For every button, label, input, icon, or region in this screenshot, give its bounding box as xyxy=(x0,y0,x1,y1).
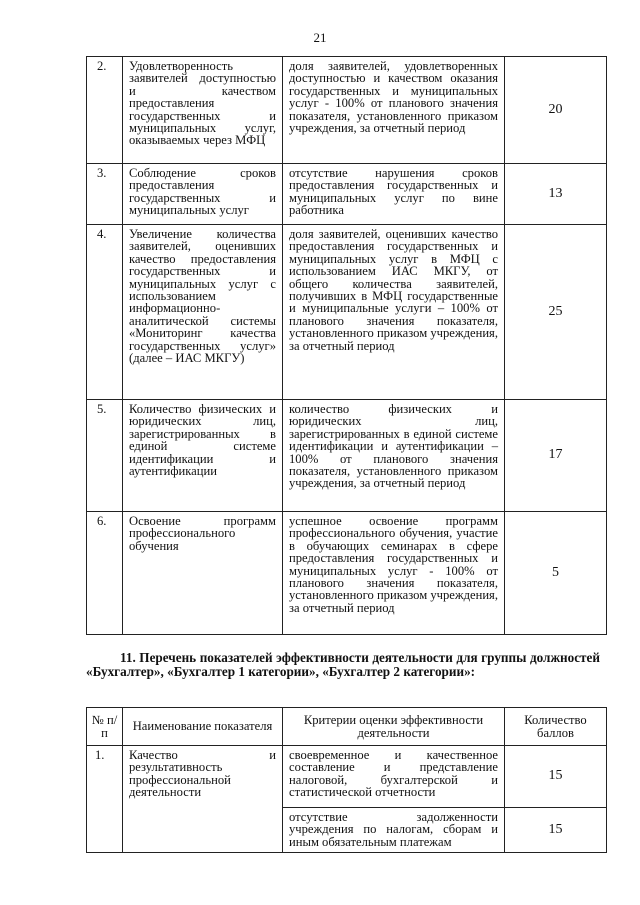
indicator-name: Освоение программ профессионального обучения xyxy=(123,512,283,635)
performance-indicators-table xyxy=(86,56,607,635)
accountant-indicators-table xyxy=(86,707,607,853)
row-number: 1. xyxy=(87,746,123,853)
table-row xyxy=(87,225,607,400)
indicator-points: 15 xyxy=(505,808,607,853)
indicator-points: 15 xyxy=(505,746,607,808)
row-number: 4. xyxy=(87,225,123,400)
row-number: 2. xyxy=(87,57,123,164)
row-number: 3. xyxy=(87,164,123,225)
page-number: 21 xyxy=(313,30,327,45)
indicator-points: 13 xyxy=(505,164,607,225)
indicator-criteria: отсутствие задолженности учреждения по налогам, сборам и иным обязательным платежам xyxy=(283,808,505,853)
indicator-name: Качество и результативность профессиональной деятельности xyxy=(123,746,283,853)
row-number: 6. xyxy=(87,512,123,635)
row-number: 5. xyxy=(87,400,123,512)
table-row xyxy=(87,512,607,635)
indicator-criteria: доля заявителей, оценивших качество предоставления государственных и муниципальных услуг в МФЦ с использованием ИАС МКГУ, от общего количества заявителей, получивших в МФЦ государственные и муниципальные услуги – 100% от планового значения показателя, установленного приказом учреждения, за отчетный период xyxy=(283,225,505,400)
indicator-criteria: успешное освоение программ профессионального обучения, участие в обучающих семинарах в сфере предоставления государственных и муниципальных услуг - 100% от планового значения показателя, установленного приказом учреждения, за отчетный период xyxy=(283,512,505,635)
table-header-row xyxy=(87,708,607,746)
indicator-name: Количество физических и юридических лиц, зарегистрированных в единой системе идентификации и аутентификации xyxy=(123,400,283,512)
table-row xyxy=(87,57,607,164)
header-name: Наименование показателя xyxy=(123,708,283,746)
header-criteria: Критерии оценки эффективности деятельности xyxy=(283,708,505,746)
header-points: Количество баллов xyxy=(505,708,607,746)
indicator-criteria: отсутствие нарушения сроков предоставления государственных и муниципальных услуг по вине работника xyxy=(283,164,505,225)
table-row xyxy=(87,164,607,225)
header-number: № п/п xyxy=(87,708,123,746)
indicator-name: Соблюдение сроков предоставления государственных и муниципальных услуг xyxy=(123,164,283,225)
table-row xyxy=(87,400,607,512)
indicator-criteria: количество физических и юридических лиц, зарегистрированных в единой системе идентификации и аутентификации – 100% от планового значения показателя, установленного приказом учреждения, за отчетный период xyxy=(283,400,505,512)
indicator-points: 5 xyxy=(505,512,607,635)
indicator-points: 25 xyxy=(505,225,607,400)
indicator-points: 20 xyxy=(505,57,607,164)
table-row xyxy=(87,746,607,808)
section-title: 11. Перечень показателей эффективности деятельности для группы должностей «Бухгалтер», «Бухгалтер 1 категории», «Бухгалтер 2 категории»: xyxy=(86,650,600,679)
indicator-name: Увеличение количества заявителей, оценивших качество предоставления государственных и муниципальных услуг с использованием информационно-аналитической системы «Мониторинг качества государственных услуг» (далее – ИАС МКГУ) xyxy=(123,225,283,400)
indicator-name: Удовлетворенность заявителей доступностью и качеством предоставления государственных и муниципальных услуг, оказываемых через МФЦ xyxy=(123,57,283,164)
indicator-points: 17 xyxy=(505,400,607,512)
indicator-criteria: своевременное и качественное составление и представление налоговой, бухгалтерской и статистической отчетности xyxy=(283,746,505,808)
indicator-criteria: доля заявителей, удовлетворенных доступностью и качеством оказания государственных и муниципальных услуг - 100% от планового значения показателя, установленного приказом учреждения, за отчетный период xyxy=(283,57,505,164)
